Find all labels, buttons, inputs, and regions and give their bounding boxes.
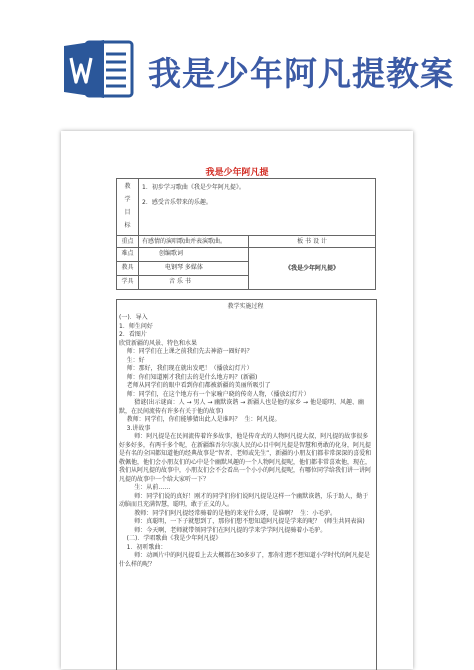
process-line: 师：阿凡提是在民间流传着许多故事，他是传奇式的人物阿凡提大叔，阿凡提的故事很多好多好多，有两千多个呢，在新疆维吾尔尔族人民的心目中阿凡提是智慧和勇敢的化身，阿凡提是有名的全国都知道他的经典故事是“智者、老师或先生”，新疆的小朋友们都非常深深的喜爱和敬佩他，他们会小朋友们的心中是个幽默风趣的一个人物阿凡提呢，他们都非常喜欢他，现在，我们从阿凡提的故事中，小朋友们会不会看出一个小小的阿凡提呢，有哪位同学给我们讲一讲阿凡提的故事中一个给大家听一下？ xyxy=(119,433,372,483)
process-line: 欣赏新疆的风景、特色和水果 xyxy=(119,339,198,347)
process-line: 师：真聪明，一下子就想到了，那你们想不想知道阿凡提是学来的呢？ (师生共同表演) xyxy=(119,518,365,525)
board-value: 《我是少年阿凡提》 xyxy=(249,248,376,290)
lesson-plan-table xyxy=(116,178,376,290)
objectives-label-char: 目 xyxy=(124,209,131,216)
document-title: 我是少年阿凡提 xyxy=(205,168,269,178)
process-line: 师：同学们在上课之前我们先去神游一圈好吗？ xyxy=(119,348,253,355)
process-line: 猜谜(出示谜面：人 → 男人 → 幽默诙谐 → 新疆人也是他的家乡 → 他是聪明、风趣、幽默，在民间流传有许多有关于他的故事) xyxy=(119,399,364,415)
hours-label: 学具 xyxy=(117,276,139,290)
process-line: 师：同学们，在这个地方有一个家喻户晓的传奇人物，（播放幻灯片） xyxy=(119,390,310,398)
process-line: 2．看图片 xyxy=(119,331,147,338)
process-line: 1．师生问好 xyxy=(119,322,153,330)
objective-item: 1．初步学习歌曲《我是少年阿凡提》。 xyxy=(142,184,245,191)
document-page xyxy=(61,131,413,669)
process-line: 师：同学们说的真好！刚才的同学们你们说阿凡提是这样一个幽默诙谐，乐于助人，勤于动脑而且充满智慧，聪明，敢于正义的人。 xyxy=(119,492,369,508)
banner-title: 我是少年阿凡提教案 xyxy=(148,54,454,93)
word-icon xyxy=(62,38,136,100)
objectives-label-char: 标 xyxy=(124,222,131,229)
key-label: 重点 xyxy=(117,236,139,248)
process-line: (一)．导入 xyxy=(119,314,148,321)
objectives-label xyxy=(117,179,139,236)
process-title: 教学实施过程 xyxy=(227,303,264,310)
process-line: 生：从前…… xyxy=(119,484,171,491)
process-line: 师：动画片中的阿凡提看上去大概都在30多岁了，那你们想不想知道小学时代的阿凡提是什么样的呢？ xyxy=(119,552,370,568)
difficulty-row xyxy=(117,248,376,262)
process-line: 教师：同学们阿凡提经常骑着的是他的来宠什么呀，是谁啊？ 生：小毛驴。 xyxy=(119,509,337,517)
board-label: 板 书 设 计 xyxy=(249,236,376,248)
process-line: 生：好 xyxy=(119,356,145,364)
process-line: 1．初听歌曲： xyxy=(119,543,167,551)
process-line: 教师：同学们，你们能够猜出此人是谁吗？ 生：阿凡提。 xyxy=(119,416,281,423)
objectives-label-char: 教 xyxy=(124,183,131,190)
objectives-cell xyxy=(139,179,376,236)
process-line: 老师从同学们的眼中看到你们都被新疆的美丽所吸引了 xyxy=(119,382,271,389)
process-line: 师：你们知道刚才我们去的是什么地方吗？(新疆) xyxy=(119,373,258,381)
process-line: (二)．学唱歌曲《我是少年阿凡提》 xyxy=(119,535,222,542)
process-line: 3.讲故事 xyxy=(119,424,151,432)
objective-item: 2．感受音乐带来的乐趣。 xyxy=(142,199,212,206)
difficulty-value: 创编歌词 xyxy=(139,248,249,262)
process-line: 师：那好，我们现在就出发吧！（播放幻灯片） xyxy=(119,365,253,372)
process-line: 师：今天啊，老师就带领同学们在阿凡提的学来学学阿凡提骑着小毛驴。 xyxy=(119,526,327,534)
process-content xyxy=(119,314,374,569)
tools-label: 教具 xyxy=(117,262,139,276)
hours-value: 音 乐 书 xyxy=(139,276,249,290)
objectives-label-char: 学 xyxy=(124,196,131,203)
key-row xyxy=(117,236,376,248)
difficulty-label: 难点 xyxy=(117,248,139,262)
banner xyxy=(0,0,474,118)
tools-value: 电钢琴 多媒体 xyxy=(139,262,249,276)
objectives-row xyxy=(117,179,376,236)
key-value: 有感情的演唱歌曲并表演歌曲。 xyxy=(139,236,249,248)
